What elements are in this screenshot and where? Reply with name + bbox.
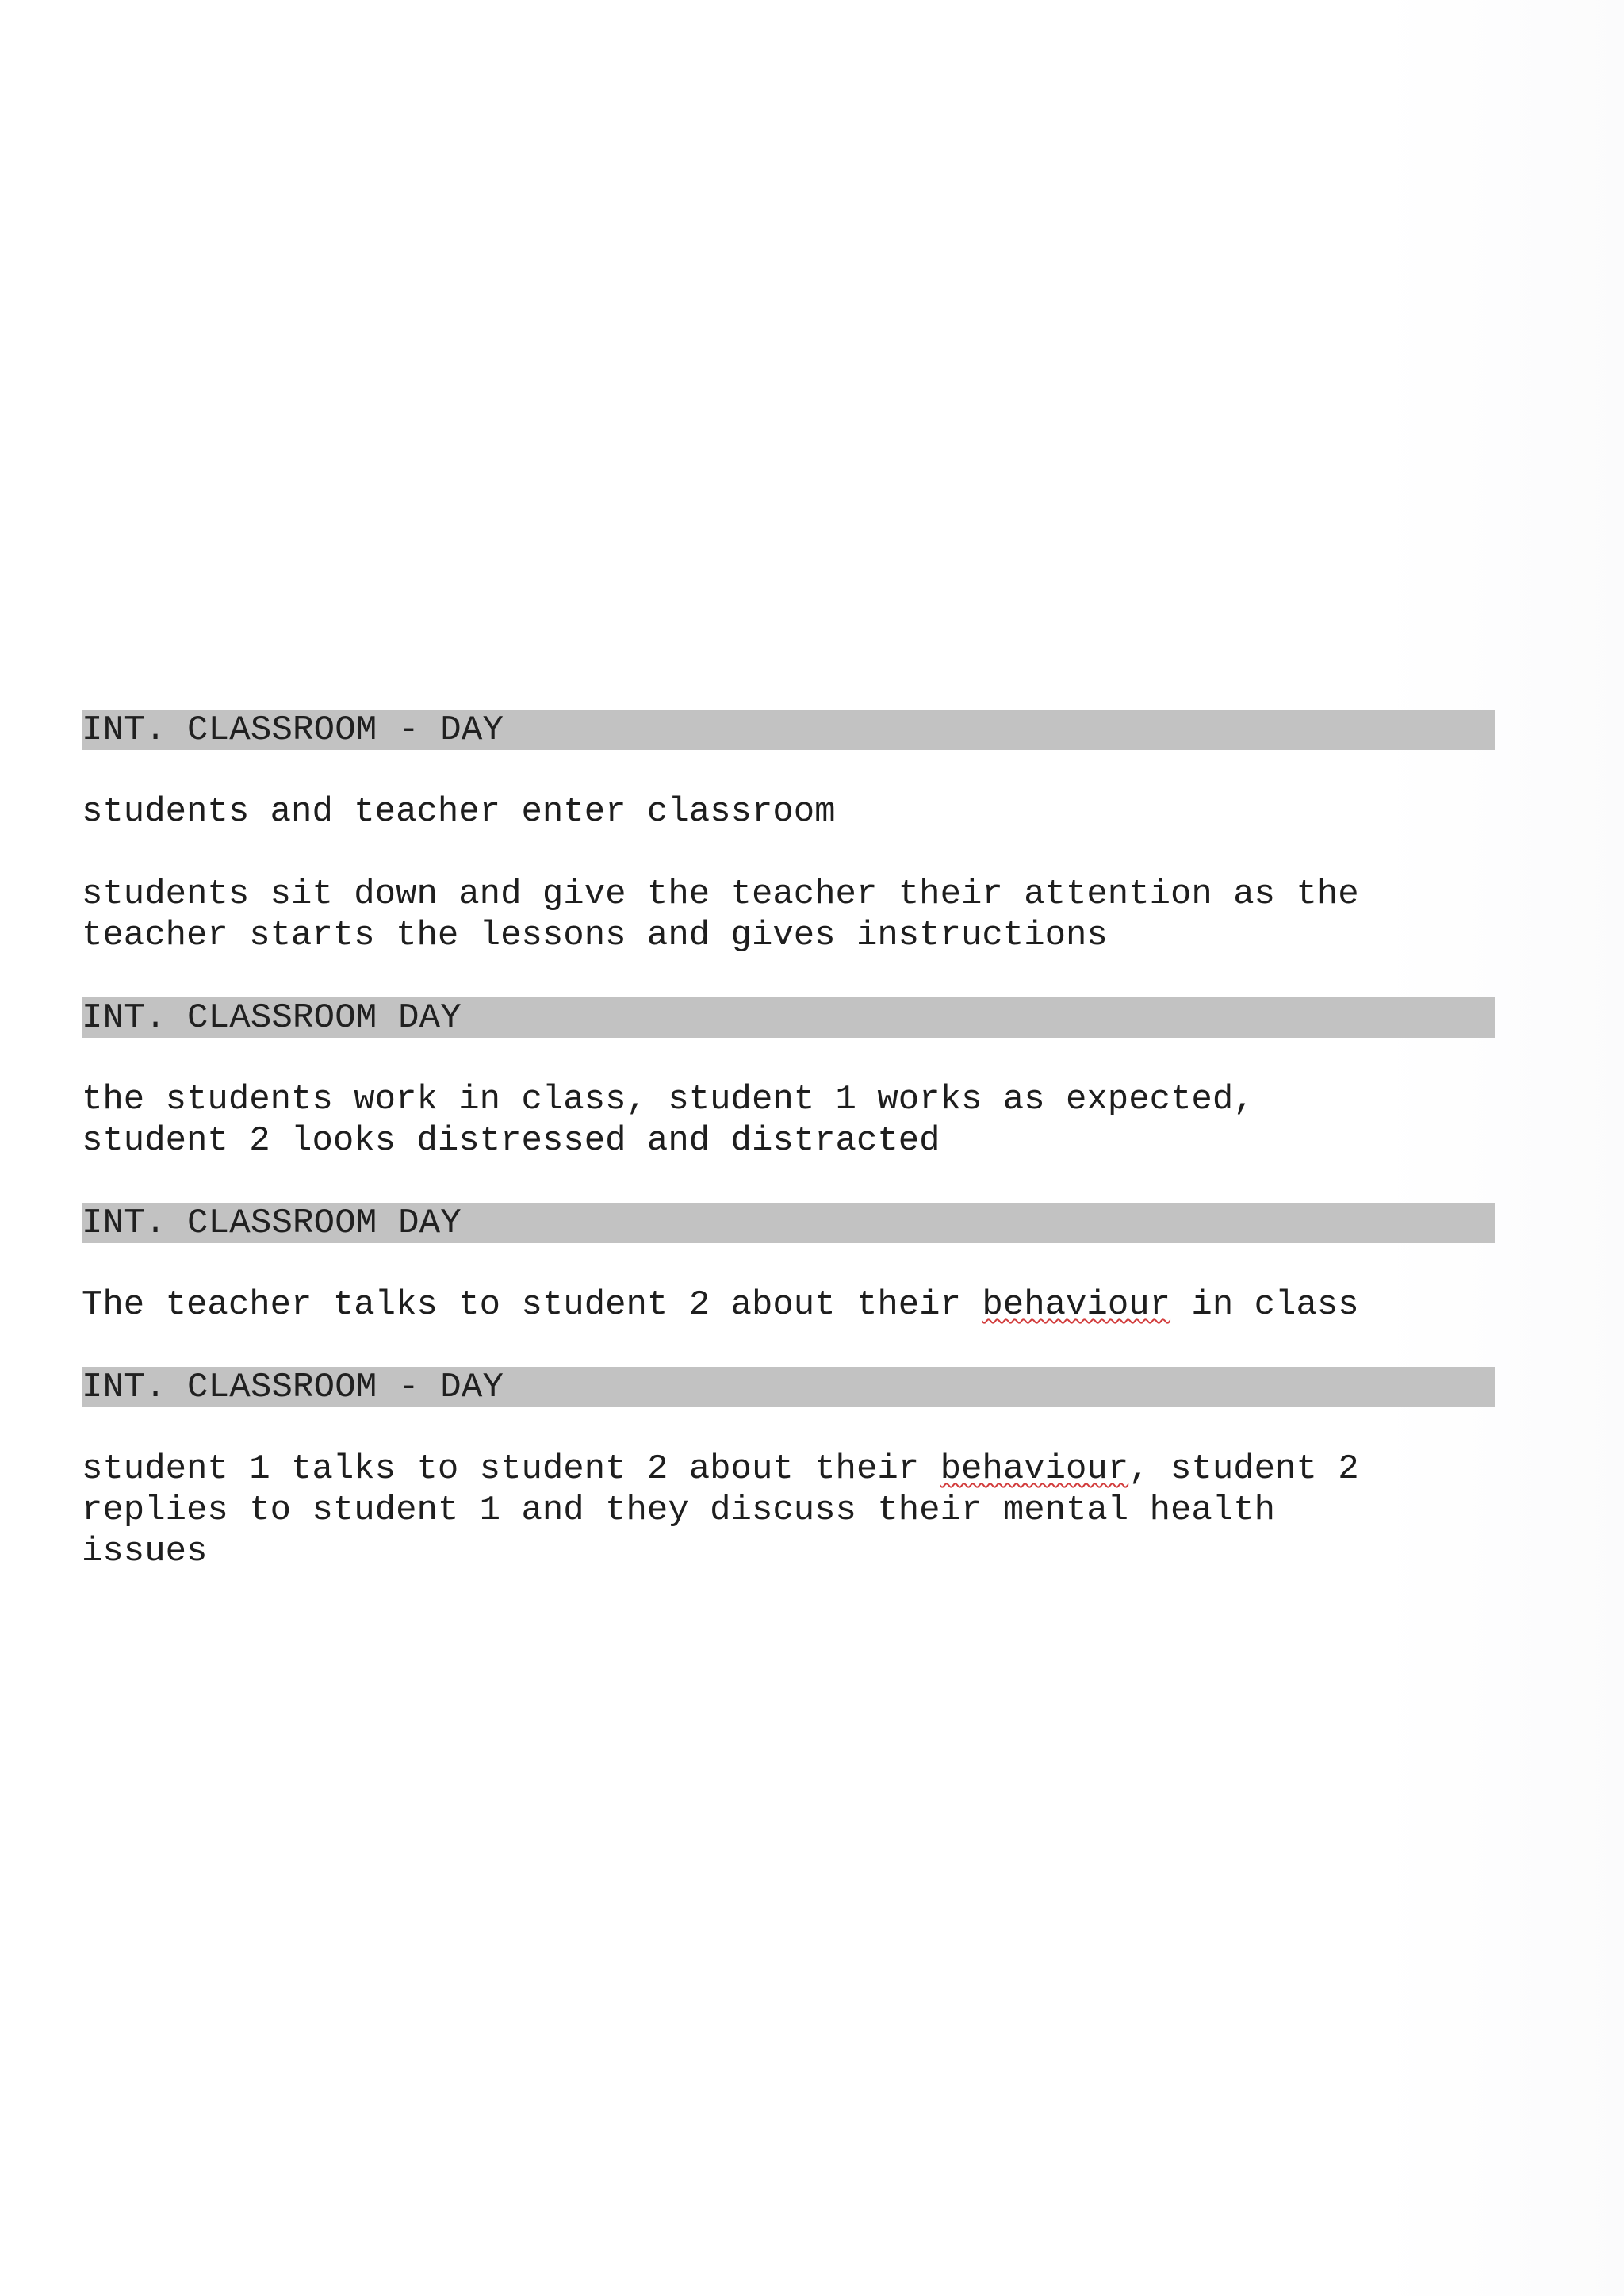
action-text: , student 2 replies to student 1 and they discuss their mental health issues — [82, 1449, 1359, 1571]
scene-heading[interactable]: INT. CLASSROOM DAY — [82, 1203, 1495, 1243]
action-line[interactable]: the students work in class, student 1 works as expected, student 2 looks distressed and distracted — [82, 1080, 1254, 1161]
spellcheck-flagged-word[interactable]: behaviour — [982, 1285, 1171, 1325]
scene-heading[interactable]: INT. CLASSROOM - DAY — [82, 710, 1495, 750]
screenplay-body — [82, 710, 1495, 1572]
action-line[interactable] — [82, 1448, 1495, 1572]
action-line[interactable]: students sit down and give the teacher their attention as the teacher starts the lessons and gives instructions — [82, 874, 1359, 955]
scene-heading[interactable]: INT. CLASSROOM - DAY — [82, 1367, 1495, 1407]
spellcheck-flagged-word[interactable]: behaviour — [940, 1449, 1129, 1489]
action-line[interactable]: students and teacher enter classroom — [82, 792, 836, 832]
action-text: in class — [1170, 1285, 1359, 1325]
action-line[interactable] — [82, 1284, 1495, 1326]
scene-heading[interactable]: INT. CLASSROOM DAY — [82, 997, 1495, 1038]
action-text: The teacher talks to student 2 about their — [82, 1285, 982, 1325]
action-text: student 1 talks to student 2 about their — [82, 1449, 940, 1489]
